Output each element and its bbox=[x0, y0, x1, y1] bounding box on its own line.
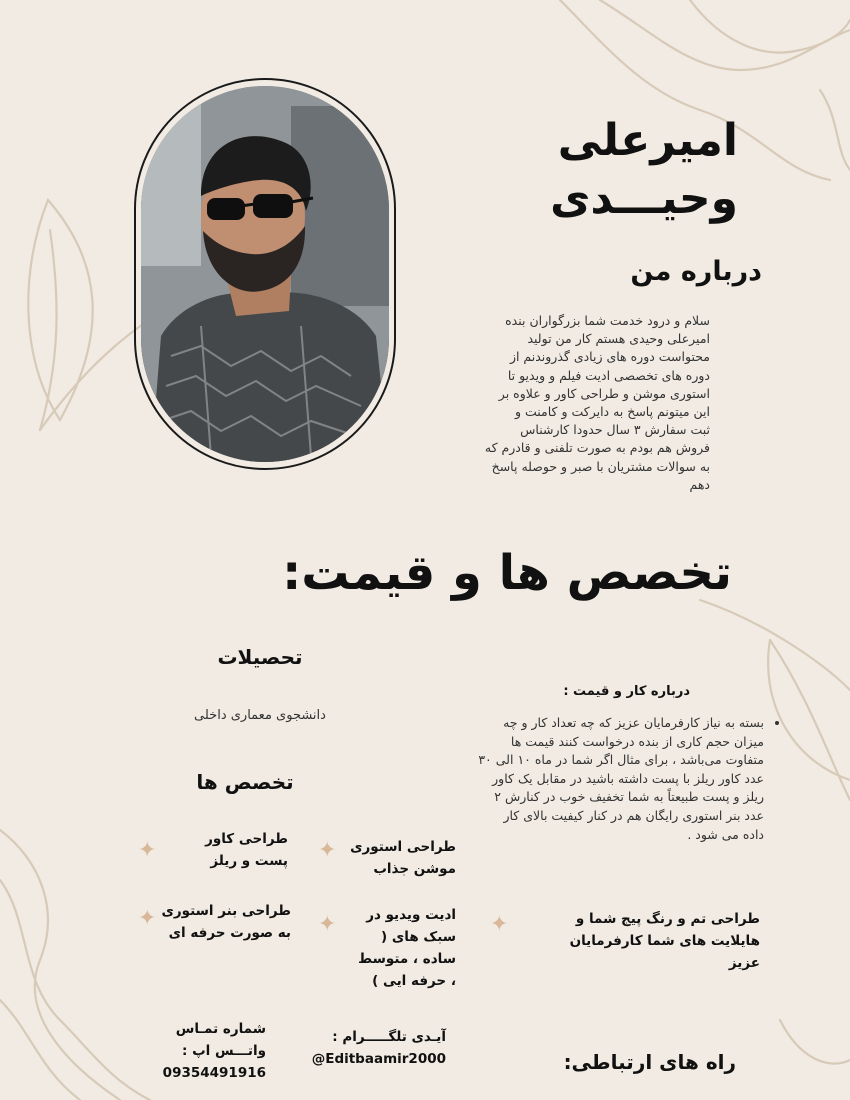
skill-line: ساده ، متوسط bbox=[358, 951, 456, 967]
work-price-heading: درباره کار و قیمت : bbox=[563, 684, 690, 699]
skill-line: ادیت ویدیو در bbox=[366, 907, 456, 923]
skill-line: هایلایت های شما کارفرمایان bbox=[569, 933, 760, 949]
telegram-contact bbox=[286, 1026, 446, 1070]
work-price-list bbox=[444, 714, 778, 844]
about-paragraph bbox=[420, 312, 710, 494]
education-heading: تحصیلات bbox=[217, 645, 303, 669]
skill-cover-design bbox=[148, 828, 288, 872]
leaf-outline-icon bbox=[28, 200, 92, 420]
name-line-2: وحیـــدی bbox=[550, 173, 738, 224]
work-line: بسته به نیاز کارفرمایان عزیز که چه تعداد کار و چه bbox=[503, 715, 764, 730]
profile-photo bbox=[141, 86, 389, 462]
about-line: ثبت سفارش ۳ سال حدودا کارشناس bbox=[520, 422, 710, 438]
sparkle-icon: ✦ bbox=[490, 912, 509, 937]
work-line: متفاوت می‌باشد ، برای مثال اگر شما در ماه ۱۰ الی ۳۰ bbox=[478, 752, 764, 768]
sparkle-icon: ✦ bbox=[318, 912, 337, 937]
skill-line: عزیز bbox=[728, 955, 760, 971]
skill-video-edit bbox=[326, 904, 456, 992]
skill-line: طراحی بنر استوری bbox=[161, 903, 291, 919]
sparkle-icon: ✦ bbox=[138, 838, 157, 863]
about-line: سلام و درود خدمت شما بزرگواران بنده bbox=[505, 313, 710, 328]
skill-line: طراحی استوری bbox=[350, 839, 456, 855]
contacts-heading: راه های ارتباطی: bbox=[563, 1050, 736, 1074]
about-line: به سوالات مشتریان با صبر و حوصله پاسخ bbox=[491, 458, 710, 474]
about-line: این میتونم پاسخ به دایرکت و کامنت و bbox=[514, 404, 710, 420]
phone-contact bbox=[126, 1018, 266, 1084]
sparkle-icon: ✦ bbox=[318, 838, 337, 863]
telegram-id[interactable]: @Editbaamir2000 bbox=[311, 1051, 446, 1067]
phone-label: شماره تمـاس bbox=[175, 1021, 266, 1037]
skill-page-theme bbox=[510, 908, 760, 974]
about-line: دهم bbox=[689, 476, 710, 492]
about-line: فروش هم بودم به صورت تلفنی و قادرم که bbox=[484, 440, 710, 456]
specialties-heading: تخصص ها و قیمت: bbox=[282, 545, 732, 601]
whatsapp-label: واتـــس اپ : bbox=[181, 1043, 266, 1059]
skills-heading: تخصص ها bbox=[196, 770, 294, 794]
skill-line: ، حرفه ایی ) bbox=[372, 973, 456, 989]
skill-line: سبک های ( bbox=[381, 929, 456, 945]
about-heading: درباره من bbox=[630, 256, 762, 287]
work-line: میزان حجم کاری از بنده درخواست کنند قیمت ها bbox=[510, 733, 764, 749]
about-line: دوره های تخصصی ادیت فیلم و ویدیو تا bbox=[507, 367, 710, 383]
skill-line: طراحی تم و رنگ پیج شما و bbox=[575, 911, 760, 927]
about-line: استوری موشن و طراحی کاور و علاوه بر bbox=[498, 385, 710, 401]
skill-line: موشن جذاب bbox=[373, 861, 456, 877]
work-line: عدد بنر استوری رایگان هم در کنار کیفیت بالای کار bbox=[503, 807, 764, 823]
telegram-label: آیـدی تلگـــــرام : bbox=[332, 1029, 446, 1045]
skill-line: به صورت حرفه ای bbox=[168, 925, 291, 941]
sparkle-icon: ✦ bbox=[138, 906, 157, 931]
name-line-1: امیرعلی bbox=[557, 115, 738, 166]
education-text: دانشجوی معماری داخلی bbox=[194, 708, 326, 723]
work-line: داده می شود . bbox=[687, 826, 764, 842]
work-price-item bbox=[444, 714, 764, 844]
about-line: محتواست دوره های زیادی گذروندنم از bbox=[509, 349, 710, 365]
work-line: عدد کاور ریلز با پست داشته باشید در مقابل یک کاور bbox=[492, 770, 764, 786]
about-line: امیرعلی وحیدی هستم کار من تولید bbox=[527, 331, 710, 347]
skill-story-motion bbox=[326, 836, 456, 880]
profile-name bbox=[550, 112, 738, 228]
phone-number[interactable]: 09354491916 bbox=[162, 1065, 266, 1081]
skill-line: طراحی کاور bbox=[205, 831, 288, 847]
skill-line: پست و ریلز bbox=[210, 853, 288, 869]
work-line: ریلز و پست طبیعتاً به شما تخفیف خوب در کنارش ۲ bbox=[494, 789, 764, 805]
